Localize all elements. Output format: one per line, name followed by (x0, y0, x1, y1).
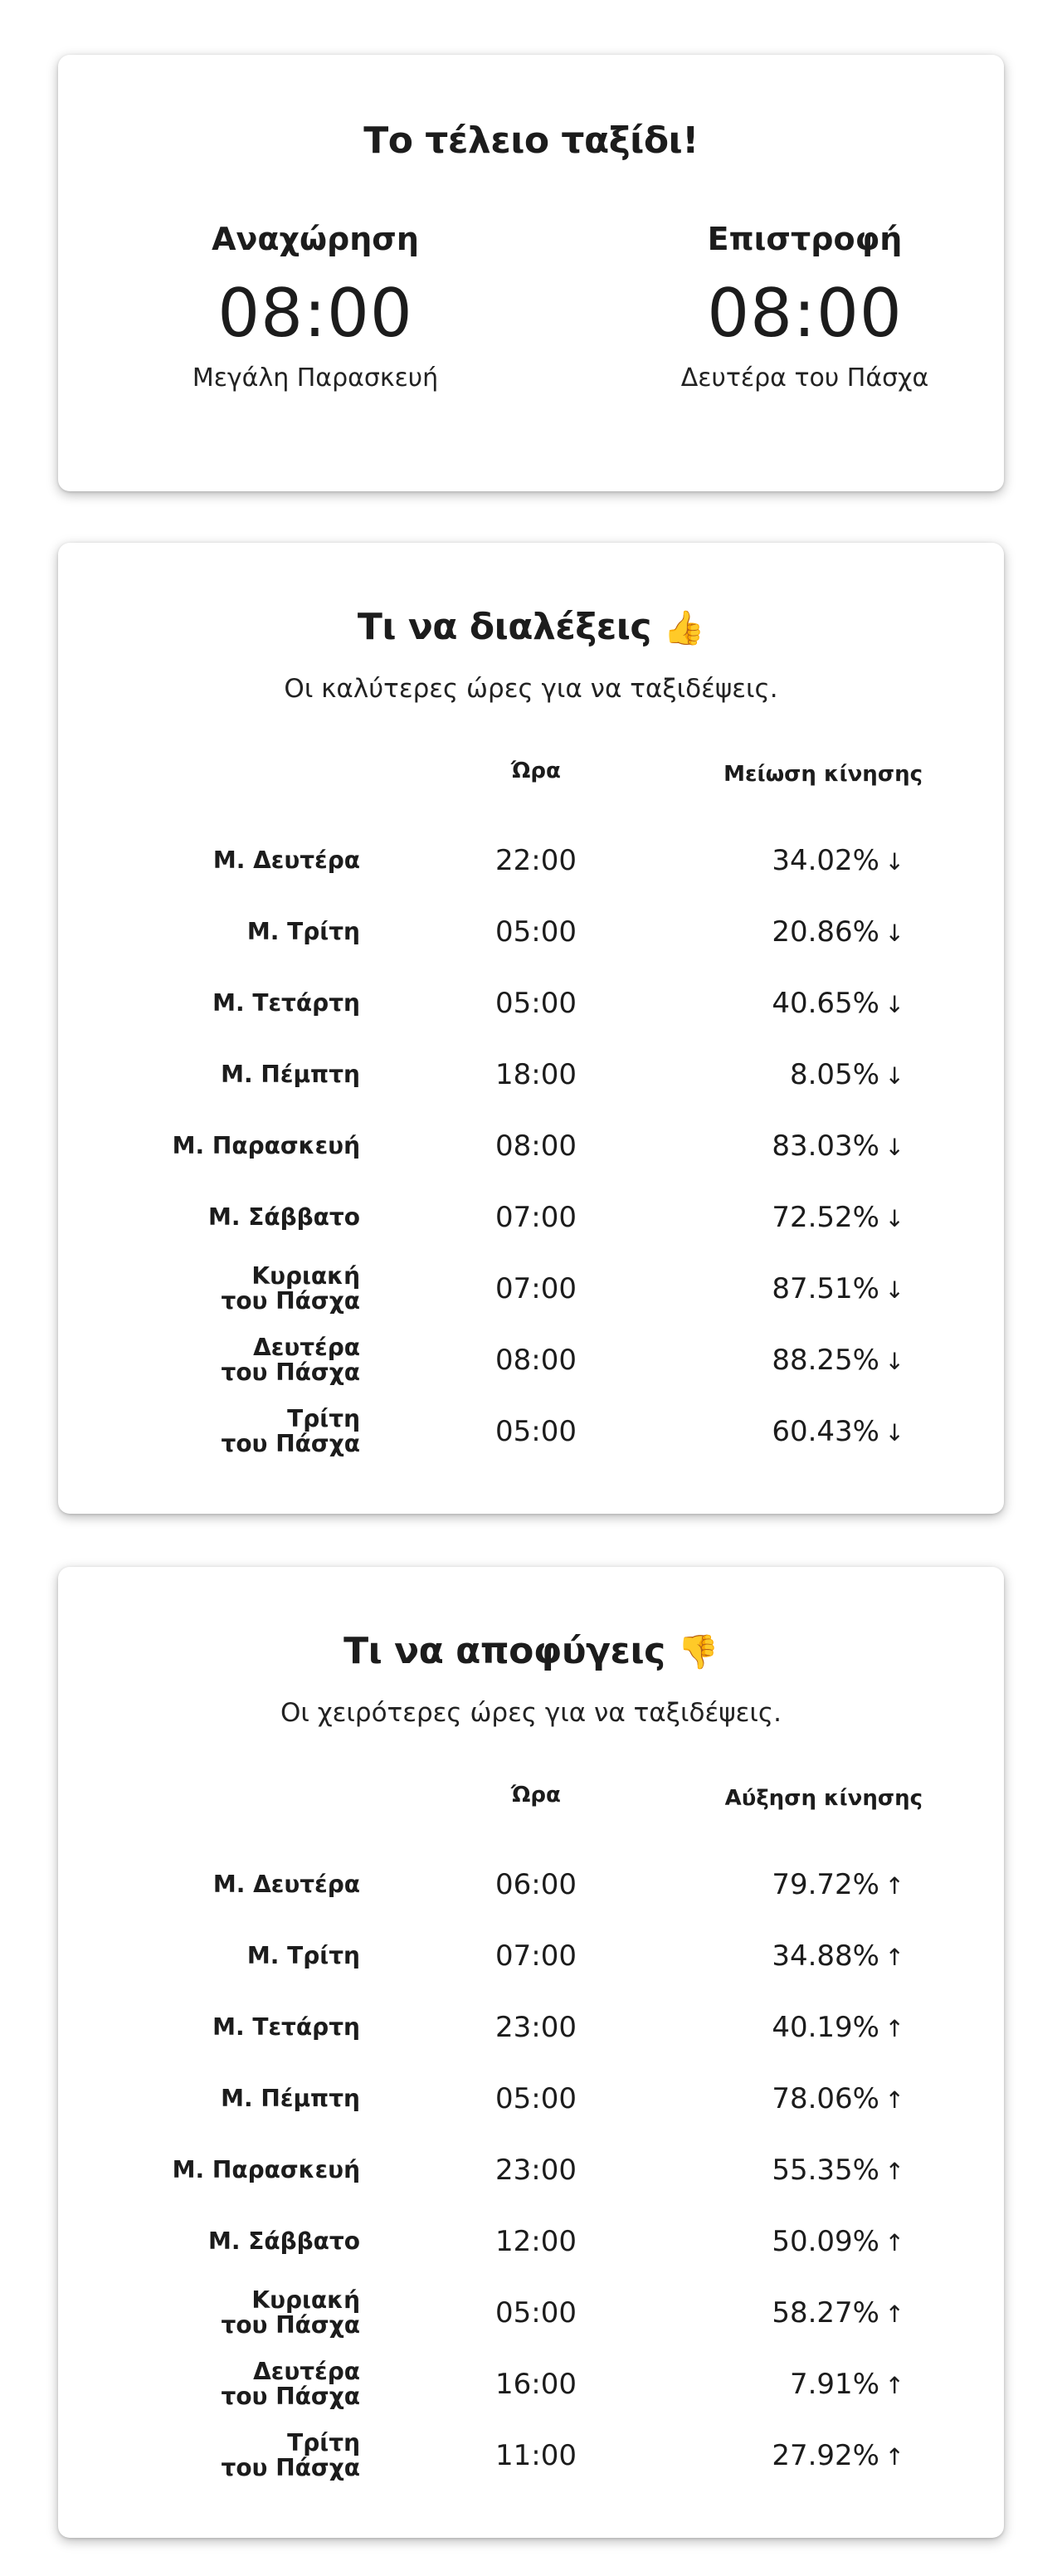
arrow-up-icon: ↑ (884, 2229, 904, 2256)
row-time: 23:00 (495, 2011, 577, 2044)
worst-times-title-text: Τι να αποφύγεις (343, 1630, 665, 1672)
row-day (144, 2359, 360, 2409)
row-change (655, 2082, 904, 2115)
return-block (589, 221, 1021, 393)
row-time: 05:00 (495, 987, 577, 1020)
row-change-value: 83.03% (772, 1129, 879, 1163)
row-day-line: Μ. Τετάρτη (212, 989, 360, 1017)
row-change (655, 2439, 904, 2472)
row-day (144, 1335, 360, 1385)
table-row (58, 2063, 1004, 2134)
row-day (144, 1872, 360, 1897)
arrow-up-icon: ↑ (884, 2443, 904, 2471)
row-change (655, 1272, 904, 1305)
row-day-line: του Πάσχα (221, 2454, 360, 2481)
row-time: 07:00 (495, 1272, 577, 1305)
table-row (58, 825, 1004, 896)
table-row (58, 2134, 1004, 2206)
best-times-title (58, 606, 1004, 648)
row-day (144, 991, 360, 1016)
row-change (655, 844, 904, 877)
table-row (58, 2349, 1004, 2420)
arrow-up-icon: ↑ (884, 2372, 904, 2399)
row-change-value: 7.91% (789, 2368, 879, 2401)
row-change-value: 58.27% (772, 2296, 879, 2330)
return-label: Επιστροφή (707, 221, 903, 257)
row-time: 05:00 (495, 1415, 577, 1448)
arrow-up-icon: ↑ (884, 1944, 904, 1971)
worst-col-change-header: Αύξηση κίνησης (724, 1786, 923, 1811)
row-day-line: Δευτέρα (253, 2358, 360, 2385)
row-change-value: 34.02% (772, 844, 879, 877)
table-row (58, 2420, 1004, 2491)
return-day: Δευτέρα του Πάσχα (680, 363, 929, 393)
row-day (144, 1264, 360, 1314)
best-times-title-text: Τι να διαλέξεις (357, 606, 651, 648)
table-row (58, 1182, 1004, 1253)
row-day (144, 848, 360, 873)
row-change-value: 72.52% (772, 1201, 879, 1234)
row-change (655, 2011, 904, 2044)
row-day-line: του Πάσχα (221, 1359, 360, 1386)
row-time: 07:00 (495, 1939, 577, 1973)
row-day (144, 2158, 360, 2183)
row-day-line: Μ. Σάββατο (207, 1203, 360, 1231)
row-change (655, 1344, 904, 1377)
best-col-change-header: Μείωση κίνησης (723, 762, 923, 787)
row-time: 06:00 (495, 1868, 577, 1901)
row-time: 22:00 (495, 844, 577, 877)
row-change-value: 79.72% (772, 1868, 879, 1901)
row-day-line: του Πάσχα (221, 2383, 360, 2410)
perfect-trip-title: Το τέλειο ταξίδι! (363, 120, 699, 162)
arrow-down-icon: ↓ (884, 1348, 904, 1375)
row-day-line: Κυριακή (251, 1262, 360, 1290)
row-day (144, 920, 360, 944)
arrow-down-icon: ↓ (884, 1134, 904, 1161)
row-change-value: 55.35% (772, 2154, 879, 2187)
worst-times-subtitle: Οι χειρότερες ώρες για να ταξιδέψεις. (280, 1698, 782, 1728)
row-change-value: 60.43% (772, 1415, 879, 1448)
arrow-down-icon: ↓ (884, 920, 904, 947)
table-row (58, 1039, 1004, 1110)
row-day-line: Μ. Πέμπτη (221, 2085, 360, 2112)
row-day (144, 2229, 360, 2254)
table-row (58, 896, 1004, 968)
row-change-value: 8.05% (789, 1058, 879, 1091)
thumbs-down-icon: 👎 (677, 1633, 719, 1671)
row-change-value: 40.65% (772, 987, 879, 1020)
return-time: 08:00 (707, 275, 903, 352)
row-time: 11:00 (495, 2439, 577, 2472)
row-day-line: Μ. Τετάρτη (212, 2013, 360, 2041)
row-day-line: Μ. Σάββατο (207, 2227, 360, 2255)
row-change (655, 1058, 904, 1091)
row-time: 23:00 (495, 2154, 577, 2187)
row-change-value: 78.06% (772, 2082, 879, 2115)
table-row (58, 1253, 1004, 1325)
row-day-line: Μ. Δευτέρα (212, 1871, 360, 1898)
worst-times-title (58, 1630, 1004, 1672)
row-day-line: Τρίτη (287, 1405, 360, 1432)
thumbs-up-icon: 👍 (663, 609, 705, 647)
worst-times-table (58, 1849, 1004, 2491)
row-time: 08:00 (495, 1129, 577, 1163)
worst-times-card (58, 1567, 1004, 2538)
row-day-line: Μ. Δευτέρα (212, 846, 360, 874)
best-times-subtitle: Οι καλύτερες ώρες για να ταξιδέψεις. (284, 674, 778, 704)
arrow-down-icon: ↓ (884, 991, 904, 1018)
arrow-down-icon: ↓ (884, 1205, 904, 1232)
row-day (144, 1944, 360, 1969)
arrow-up-icon: ↑ (884, 2158, 904, 2185)
row-time: 05:00 (495, 915, 577, 949)
row-day-line: του Πάσχα (221, 1430, 360, 1457)
row-day-line: Μ. Πέμπτη (221, 1061, 360, 1088)
arrow-down-icon: ↓ (884, 1062, 904, 1090)
table-row (58, 1920, 1004, 1992)
perfect-trip-card (58, 55, 1004, 491)
row-day (144, 2086, 360, 2111)
table-row (58, 2206, 1004, 2277)
worst-col-time-header: Ώρα (511, 1783, 561, 1808)
best-times-card (58, 543, 1004, 1514)
row-time: 18:00 (495, 1058, 577, 1091)
table-row (58, 1396, 1004, 1467)
arrow-up-icon: ↑ (884, 2086, 904, 2114)
table-row (58, 1992, 1004, 2063)
row-day-line: Δευτέρα (253, 1334, 360, 1361)
row-change (655, 1129, 904, 1163)
row-day-line: Κυριακή (251, 2286, 360, 2314)
row-change (655, 2225, 904, 2258)
row-time: 07:00 (495, 1201, 577, 1234)
row-change-value: 27.92% (772, 2439, 879, 2472)
row-day-line: Μ. Τρίτη (246, 1942, 360, 1969)
table-row (58, 2277, 1004, 2349)
row-day (144, 2288, 360, 2338)
row-change (655, 1939, 904, 1973)
row-time: 05:00 (495, 2082, 577, 2115)
row-day-line: Τρίτη (287, 2429, 360, 2456)
row-change-value: 50.09% (772, 2225, 879, 2258)
row-change (655, 915, 904, 949)
row-change-value: 20.86% (772, 915, 879, 949)
row-change-value: 87.51% (772, 1272, 879, 1305)
row-change (655, 987, 904, 1020)
best-col-time-header: Ώρα (511, 759, 561, 783)
row-change (655, 1868, 904, 1901)
row-day-line: Μ. Παρασκευή (172, 1132, 360, 1159)
table-row (58, 1849, 1004, 1920)
row-change-value: 88.25% (772, 1344, 879, 1377)
departure-time: 08:00 (217, 275, 413, 352)
table-row (58, 968, 1004, 1039)
arrow-down-icon: ↓ (884, 1276, 904, 1304)
departure-label: Αναχώρηση (212, 221, 419, 257)
row-time: 05:00 (495, 2296, 577, 2330)
row-day-line: του Πάσχα (221, 1287, 360, 1315)
row-day-line: του Πάσχα (221, 2311, 360, 2339)
arrow-down-icon: ↓ (884, 1419, 904, 1447)
row-change-value: 34.88% (772, 1939, 879, 1973)
row-time: 16:00 (495, 2368, 577, 2401)
row-day (144, 1205, 360, 1230)
row-time: 12:00 (495, 2225, 577, 2258)
row-day (144, 1407, 360, 1456)
row-change-value: 40.19% (772, 2011, 879, 2044)
row-day (144, 1062, 360, 1087)
arrow-up-icon: ↑ (884, 2300, 904, 2328)
row-change (655, 1201, 904, 1234)
arrow-up-icon: ↑ (884, 1872, 904, 1900)
row-day (144, 1134, 360, 1159)
row-day-line: Μ. Τρίτη (246, 918, 360, 945)
departure-day: Μεγάλη Παρασκευή (192, 363, 439, 393)
row-change (655, 2296, 904, 2330)
table-row (58, 1325, 1004, 1396)
row-time: 08:00 (495, 1344, 577, 1377)
best-times-table (58, 825, 1004, 1467)
arrow-down-icon: ↓ (884, 848, 904, 876)
row-change (655, 1415, 904, 1448)
row-day (144, 2015, 360, 2040)
departure-block (100, 221, 531, 393)
row-day (144, 2431, 360, 2481)
arrow-up-icon: ↑ (884, 2015, 904, 2042)
row-day-line: Μ. Παρασκευή (172, 2156, 360, 2183)
table-row (58, 1110, 1004, 1182)
row-change (655, 2368, 904, 2401)
row-change (655, 2154, 904, 2187)
